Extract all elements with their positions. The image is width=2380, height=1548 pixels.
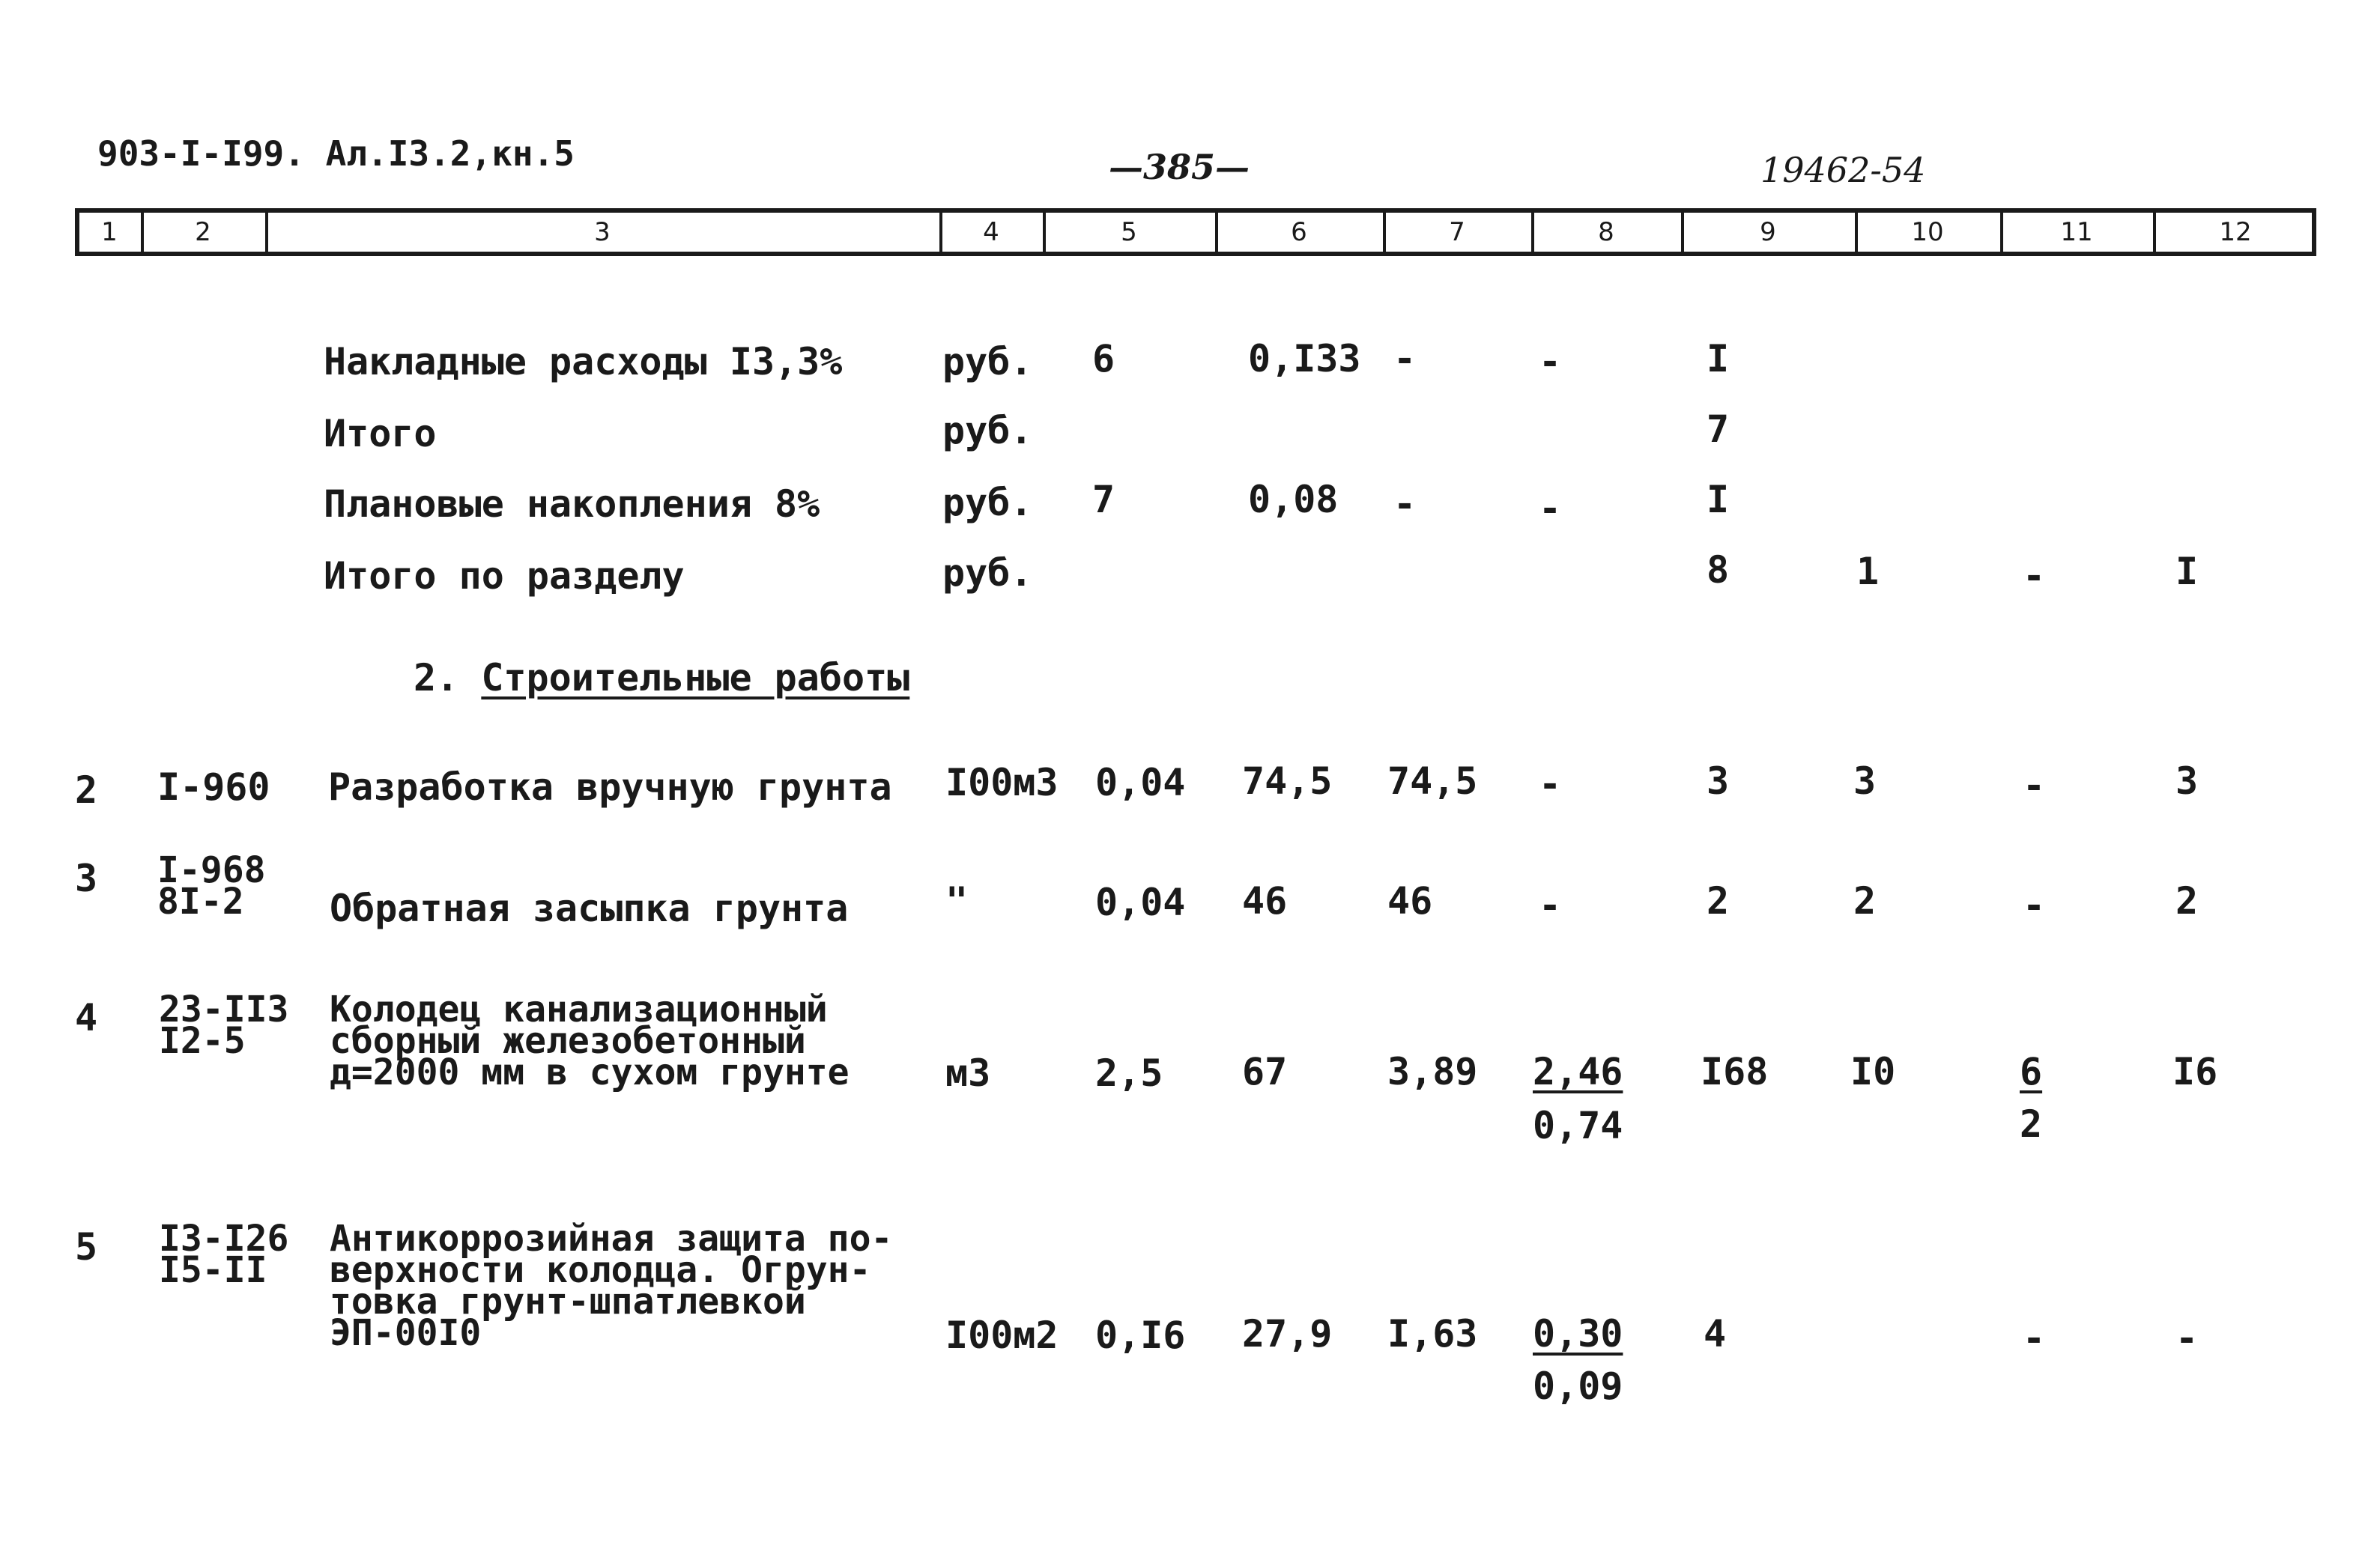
column-number: 11: [2060, 217, 2093, 247]
column-number: 5: [1121, 217, 1137, 247]
row-name: верхности колодца. Огрун-: [330, 1249, 871, 1291]
row-name: ЭП-00I0: [330, 1312, 482, 1354]
summary-name: Плановые накопления 8%: [324, 482, 820, 526]
row-c5: 0,04: [1095, 761, 1186, 804]
summary-c9: 7: [1707, 407, 1730, 451]
column-number-bar: [75, 208, 2316, 256]
row-c11-numerator: 6: [2020, 1050, 2043, 1093]
row-code: 23-II3: [159, 989, 289, 1031]
row-unit: ": [945, 879, 969, 923]
column-number: 8: [1598, 217, 1614, 247]
row-c6: 74,5: [1242, 759, 1333, 803]
row-c6: 67: [1242, 1050, 1288, 1093]
column-number: 9: [1760, 217, 1776, 247]
row-c11: -: [2023, 884, 2046, 927]
row-name: д=2000 мм в сухом грунте: [330, 1051, 850, 1093]
row-c5: 0,04: [1095, 881, 1186, 924]
row-c7: 3,89: [1387, 1050, 1478, 1093]
column-number: 2: [195, 217, 211, 247]
summary-c6: 0,08: [1248, 478, 1339, 521]
section-heading: [414, 656, 909, 699]
column-number: 7: [1449, 217, 1465, 247]
summary-c9: I: [1707, 478, 1730, 521]
column-number: 4: [983, 217, 999, 247]
row-c10: I0: [1850, 1050, 1896, 1093]
summary-c10: 1: [1856, 550, 1880, 593]
column-number: 6: [1291, 217, 1307, 247]
page-number: —385—: [1109, 147, 1250, 187]
column-number: 1: [101, 217, 118, 247]
summary-c11: -: [2023, 554, 2046, 598]
row-c8-denominator: 0,74: [1533, 1104, 1623, 1147]
row-c8: -: [1539, 762, 1562, 806]
row-number: 3: [75, 857, 98, 900]
summary-unit: руб.: [942, 409, 1033, 452]
row-unit: I00м2: [945, 1314, 1059, 1357]
summary-c7: -: [1393, 482, 1417, 526]
row-c9: 3: [1707, 759, 1730, 803]
row-c6: 46: [1242, 879, 1288, 923]
row-c5: 0,I6: [1095, 1314, 1186, 1357]
row-unit: I00м3: [945, 761, 1059, 804]
row-number: 5: [75, 1225, 98, 1269]
row-number: 4: [75, 996, 98, 1039]
row-c9: I68: [1701, 1050, 1769, 1093]
row-code: I-960: [157, 765, 270, 809]
summary-c5: 6: [1092, 337, 1115, 380]
row-name: товка грунт-шпатлевкой: [330, 1281, 806, 1323]
row-code: 8I-2: [157, 881, 244, 923]
row-c12: 2: [2175, 879, 2199, 923]
row-name: Разработка вручную грунта: [328, 765, 892, 809]
summary-c6: 0,I33: [1248, 337, 1361, 380]
section-title: Строительные работы: [481, 656, 910, 699]
row-code: I-968: [157, 849, 266, 891]
row-c9: 4: [1704, 1312, 1727, 1356]
summary-c9: I: [1707, 337, 1730, 380]
row-c8-numerator: 2,46: [1533, 1050, 1623, 1093]
row-c11: -: [2023, 764, 2046, 807]
row-c10: 3: [1853, 759, 1877, 803]
row-c11-denominator: 2: [2020, 1102, 2043, 1146]
row-name: Колодец канализационный: [330, 989, 828, 1031]
row-name: Антикоррозийная защита по-: [330, 1218, 893, 1260]
row-code: I2-5: [159, 1020, 246, 1062]
column-number: 10: [1911, 217, 1944, 247]
reference-number: 19462-54: [1760, 150, 1926, 190]
summary-c8: -: [1539, 340, 1562, 383]
row-c12: 3: [2175, 759, 2199, 803]
row-c6: 27,9: [1242, 1312, 1333, 1356]
document-code: 903-I-I99. Ал.I3.2,кн.5: [97, 133, 575, 174]
row-c12: I6: [2172, 1050, 2218, 1093]
row-code: I3-I26: [159, 1218, 289, 1260]
column-number: 12: [2219, 217, 2252, 247]
row-code: I5-II: [159, 1249, 267, 1291]
summary-name: Итого по разделу: [324, 554, 685, 598]
row-c12: -: [2175, 1317, 2199, 1360]
summary-name: Итого: [324, 412, 437, 455]
row-c5: 2,5: [1095, 1051, 1163, 1095]
summary-c8: -: [1539, 487, 1562, 530]
row-c8-denominator: 0,09: [1533, 1365, 1623, 1408]
row-name: сборный железобетонный: [330, 1020, 806, 1062]
row-c7: 74,5: [1387, 759, 1478, 803]
row-c11: -: [2023, 1317, 2046, 1360]
summary-name: Накладные расходы I3,3%: [324, 340, 843, 383]
summary-unit: руб.: [942, 481, 1033, 524]
row-c7: 46: [1387, 879, 1433, 923]
summary-c5: 7: [1092, 478, 1115, 521]
summary-unit: руб.: [942, 551, 1033, 595]
row-c8-numerator: 0,30: [1533, 1312, 1623, 1356]
row-c9: 2: [1707, 879, 1730, 923]
row-c7: I,63: [1387, 1312, 1478, 1356]
row-number: 2: [75, 768, 98, 812]
summary-unit: руб.: [942, 340, 1033, 383]
section-number: 2.: [414, 656, 459, 699]
row-c10: 2: [1853, 879, 1877, 923]
column-number: 3: [594, 217, 611, 247]
row-name: Обратная засыпка грунта: [330, 887, 849, 930]
row-c8: -: [1539, 884, 1562, 927]
summary-c12: I: [2175, 550, 2199, 593]
summary-c7: -: [1393, 337, 1417, 380]
row-unit: м3: [945, 1051, 991, 1095]
summary-c9: 8: [1707, 548, 1730, 592]
